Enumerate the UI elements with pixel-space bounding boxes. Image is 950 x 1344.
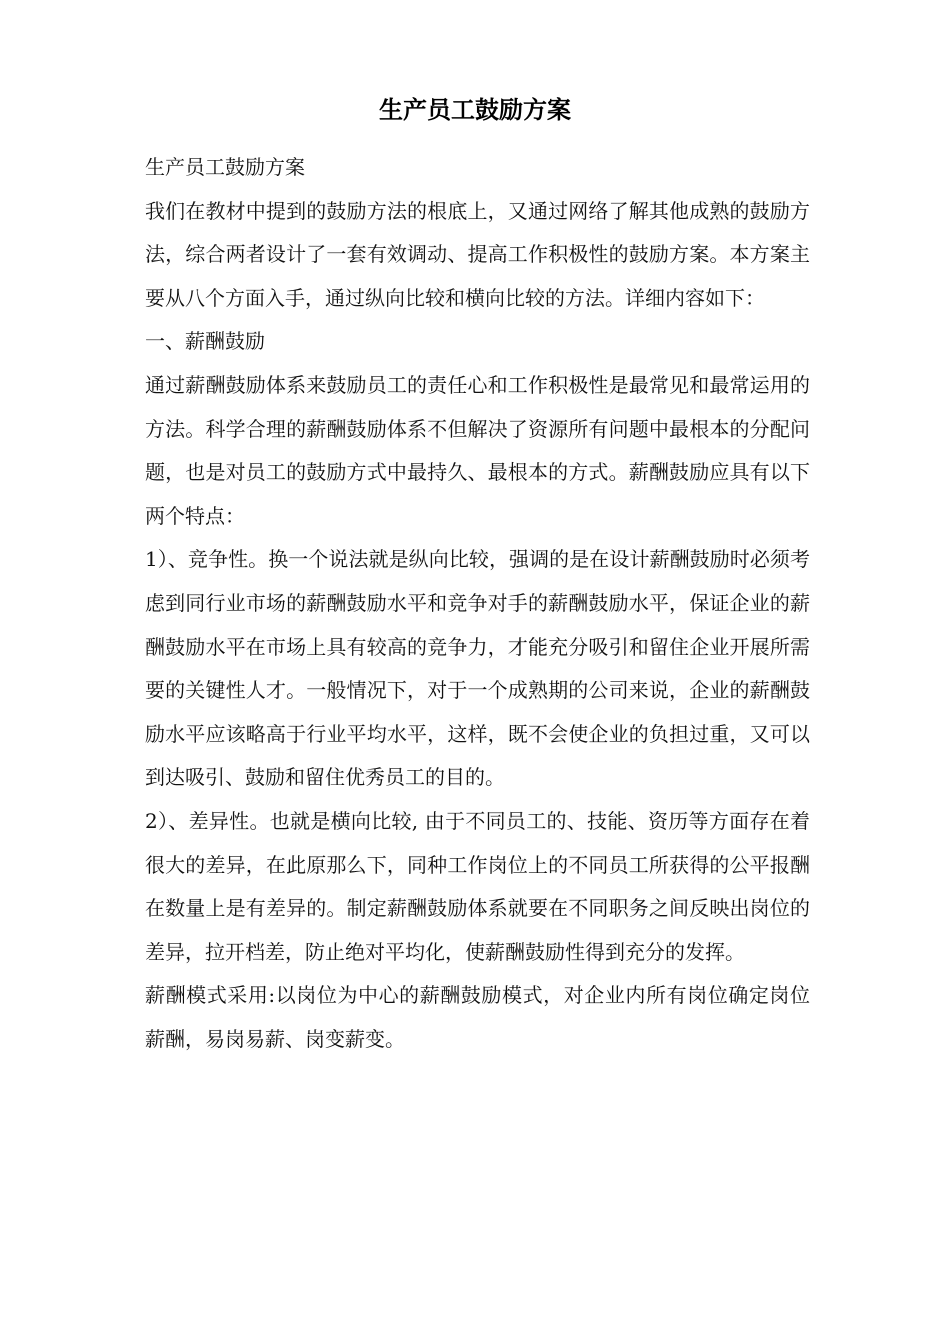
salary-paragraph: 通过薪酬鼓励体系来鼓励员工的责任心和工作积极性是最常见和最常运用的方法。科学合理的薪酬鼓励体系不但解决了资源所有问题中最根本的分配问题，也是对员工的鼓励方式中最持久、最根本的方式。薪酬鼓励应具有以下两个特点： <box>145 372 810 528</box>
section-heading-salary: 一、薪酬鼓励 <box>145 329 265 354</box>
intro-paragraph: 我们在教材中提到的鼓励方法的根底上，又通过网络了解其他成熟的鼓励方法，综合两者设计了一套有效调动、提高工作积极性的鼓励方案。本方案主要从八个方面入手，通过纵向比较和横向比较的方法。详细内容如下： <box>145 198 810 310</box>
salary-model-paragraph: 薪酬模式采用:以岗位为中心的薪酬鼓励模式，对企业内所有岗位确定岗位薪酬，易岗易薪、岗变薪变。 <box>145 983 810 1051</box>
document-title: 生产员工鼓励方案 <box>379 95 571 124</box>
document-body <box>145 146 810 1061</box>
competitiveness-paragraph: 1）、竞争性。换一个说法就是纵向比较，强调的是在设计薪酬鼓励时必须考虑到同行业市场的薪酬鼓励水平和竞争对手的薪酬鼓励水平，保证企业的薪酬鼓励水平在市场上具有较高的竞争力，才能充分吸引和留住企业开展所需要的关键性人才。一般情况下，对于一个成熟期的公司来说，企业的薪酬鼓励水平应该略高于行业平均水平，这样，既不会使企业的负担过重，又可以到达吸引、鼓励和留住优秀员工的目的。 <box>145 547 810 790</box>
subtitle-paragraph: 生产员工鼓励方案 <box>145 155 305 179</box>
difference-paragraph: 2）、差异性。也就是横向比较, 由于不同员工的、技能、资历等方面存在着很大的差异，在此原那么下，同种工作岗位上的不同员工所获得的公平报酬在数量上是有差异的。制定薪酬鼓励体系就要在不同职务之间反映出岗位的差异，拉开档差，防止绝对平均化，使薪酬鼓励性得到充分的发挥。 <box>145 808 810 964</box>
